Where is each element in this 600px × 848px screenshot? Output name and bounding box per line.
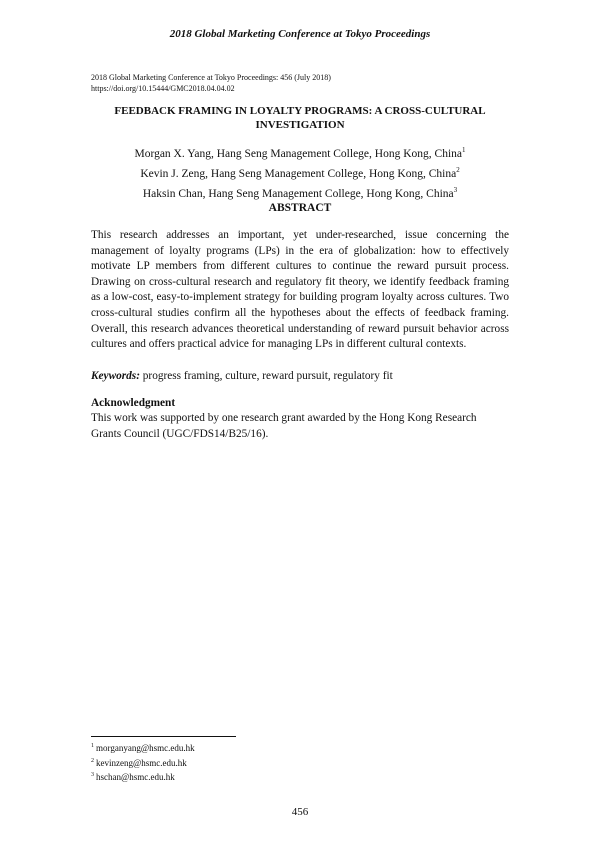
citation-block [91,72,331,94]
doi-link[interactable]: https://doi.org/10.15444/GMC2018.04.04.02 [91,84,235,93]
keywords-label: Keywords: [91,370,140,382]
footnote-item: $^3$ hschan@hsmc.edu.hk [91,772,175,782]
footnote-email[interactable]: kevinzeng@hsmc.edu.hk [96,757,187,768]
author-footnote-marker: 1 [462,146,466,154]
footnote-email[interactable]: hschan@hsmc.edu.hk [96,772,175,782]
footnote-item: $^1$ morganyang@hsmc.edu.hk [91,743,195,753]
acknowledgment-heading: Acknowledgment [91,397,176,409]
author-footnote-marker: 2 [456,166,460,174]
author-line: Haksin Chan, Hang Seng Management College, Hong Kong, China$^3$ [142,186,458,200]
acknowledgment-body: This work was supported by one research grant awarded by the Hong Kong Research Grants Council (UGC/FDS14/B25/16). [91,412,477,440]
abstract-body: This research addresses an important, yet under-researched, issue concerning the management of loyalty programs (LPs) in the era of globalization: how to effectively motivate LP members from different cultures to continue the reward pursuit process. Drawing on cross-cultural research and regulatory fit theory, we identify feedback framing as a low-cost, easy-to-implement strategy for building program loyalty across cultures. Two cross-cultural studies confirm all the hypotheses about the effects of feedback framing. Overall, this research advances theoretical understanding of reward pursuit behavior across cultures and offers practical advice for managing LPs in different cultural contexts. [91,229,509,351]
abstract-heading: ABSTRACT [268,202,332,214]
running-head: 2018 Global Marketing Conference at Tokyo Proceedings [169,28,431,40]
footnotes [91,740,195,784]
page-number: 456 [291,806,309,818]
citation-line: 2018 Global Marketing Conference at Tokyo Proceedings: 456 (July 2018) [91,73,331,82]
footnote-item: $^2$ kevinzeng@hsmc.edu.hk [91,757,187,768]
author-footnote-marker: 3 [453,186,458,194]
keywords-text: progress framing, culture, reward pursuit, regulatory fit [139,370,393,382]
footnote-email[interactable]: morganyang@hsmc.edu.hk [96,743,195,753]
paper-title: FEEDBACK FRAMING IN LOYALTY PROGRAMS: A CROSS-CULTURAL INVESTIGATION [114,105,486,131]
author-line: Kevin J. Zeng, Hang Seng Management College, Hong Kong, China$^2$ [140,166,460,180]
author-list [91,142,509,202]
author-line: Morgan X. Yang, Hang Seng Management College, Hong Kong, China$^1$ [134,146,466,160]
footnote-divider [91,736,236,737]
keywords [91,369,509,385]
